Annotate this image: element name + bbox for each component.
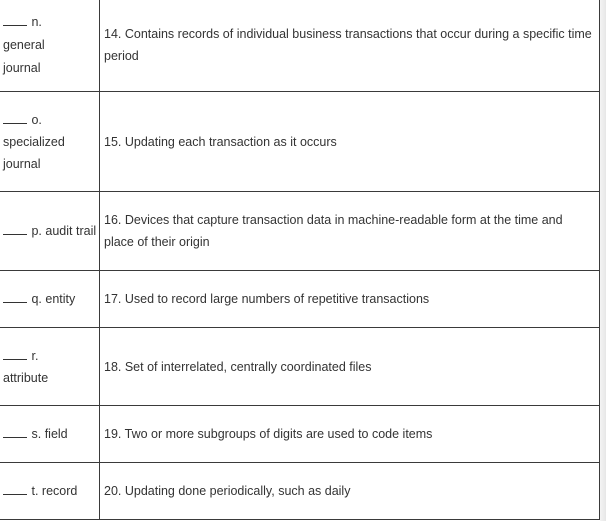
- description-cell: [100, 0, 600, 92]
- term-cell: [0, 328, 100, 406]
- term-text: general journal: [3, 37, 45, 75]
- table-row: [0, 328, 600, 406]
- term-cell: [0, 271, 100, 328]
- term-letter: n.: [31, 14, 42, 29]
- page-edge: [600, 0, 606, 521]
- description-text: 15. Updating each transaction as it occurs: [104, 134, 337, 149]
- description-cell: [100, 192, 600, 271]
- description-cell: [100, 328, 600, 406]
- term-text: attribute: [3, 370, 49, 385]
- description-text: 16. Devices that capture transaction data in machine-readable form at the time and place of their origin: [104, 213, 563, 249]
- term-cell: [0, 406, 100, 463]
- description-text: 14. Contains records of individual business transactions that occur during a specific time period: [104, 27, 592, 63]
- description-text: 19. Two or more subgroups of digits are used to code items: [104, 427, 433, 441]
- term-letter: s.: [31, 427, 42, 441]
- table-row: [0, 406, 600, 463]
- term-cell: [0, 463, 100, 520]
- answer-blank[interactable]: [3, 291, 27, 303]
- table-row: [0, 271, 600, 328]
- term-cell: [0, 0, 100, 92]
- table-row: [0, 192, 600, 271]
- answer-blank[interactable]: [3, 223, 27, 235]
- description-cell: [100, 92, 600, 192]
- table-row: [0, 463, 600, 520]
- table-row: [0, 0, 600, 92]
- term-letter: t.: [31, 484, 39, 498]
- description-cell: [100, 406, 600, 463]
- description-cell: [100, 271, 600, 328]
- answer-blank[interactable]: [3, 14, 27, 26]
- term-letter: p.: [31, 224, 42, 238]
- term-letter: r.: [31, 348, 39, 363]
- term-text: field: [44, 427, 68, 441]
- term-letter: q.: [31, 292, 42, 306]
- term-cell: [0, 192, 100, 271]
- term-cell: [0, 92, 100, 192]
- answer-blank[interactable]: [3, 426, 27, 438]
- term-text: specialized journal: [3, 134, 65, 171]
- answer-blank[interactable]: [3, 348, 27, 360]
- description-cell: [100, 463, 600, 520]
- term-text: record: [41, 484, 78, 498]
- term-text: entity: [45, 292, 76, 306]
- description-text: 20. Updating done periodically, such as daily: [104, 484, 351, 498]
- answer-blank[interactable]: [3, 483, 27, 495]
- term-letter: o.: [31, 112, 42, 127]
- term-text: audit trail: [45, 224, 97, 238]
- description-text: 18. Set of interrelated, centrally coordinated files: [104, 359, 372, 374]
- description-text: 17. Used to record large numbers of repetitive transactions: [104, 292, 430, 306]
- answer-blank[interactable]: [3, 112, 27, 124]
- table-row: [0, 92, 600, 192]
